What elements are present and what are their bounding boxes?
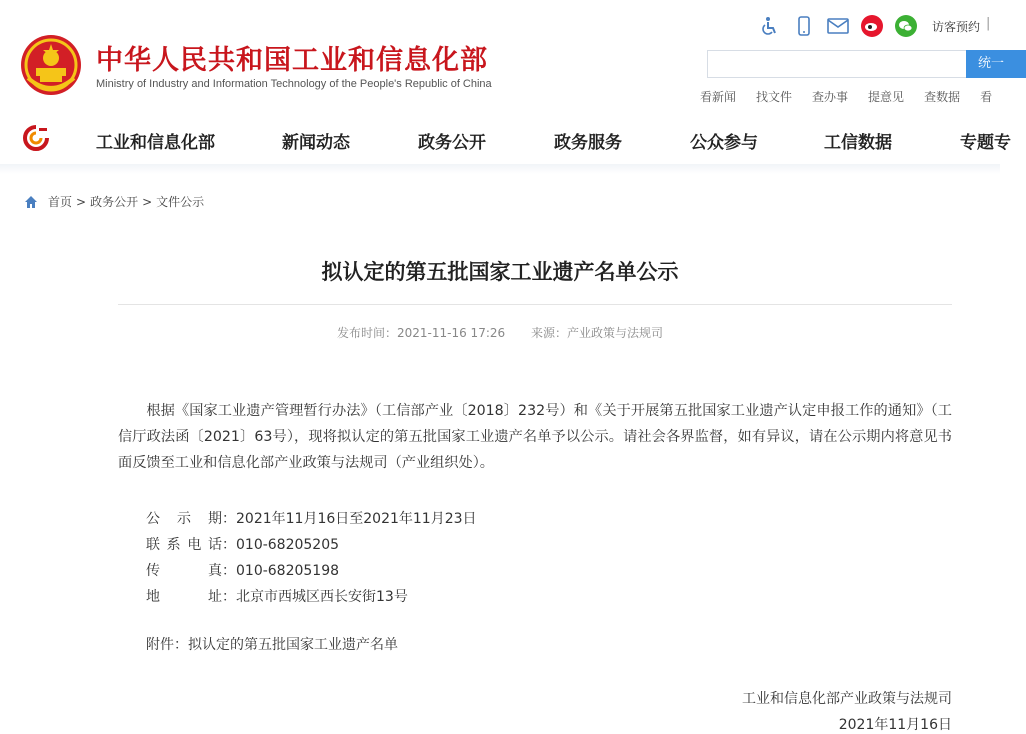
utility-icons xyxy=(758,14,918,38)
nav-item-news[interactable]: 新闻动态 xyxy=(282,133,350,153)
article-title: 拟认定的第五批国家工业遗产名单公示 xyxy=(321,260,679,284)
article-meta xyxy=(0,324,1000,341)
quick-link-services[interactable]: 查办事 xyxy=(812,90,849,104)
info-label: 传真 xyxy=(146,563,222,579)
info-row-fax xyxy=(146,560,339,580)
attachment-link[interactable]: 附件：拟认定的第五批国家工业遗产名单 xyxy=(146,637,398,653)
nav-item-ministry[interactable]: 工业和信息化部 xyxy=(96,133,215,153)
visitor-appointment-link[interactable]: 访客预约 xyxy=(932,20,981,34)
quick-link-documents[interactable]: 找文件 xyxy=(756,90,793,104)
wechat-icon[interactable] xyxy=(894,14,918,38)
ministry-logo-icon[interactable] xyxy=(22,124,50,152)
info-row-address xyxy=(146,586,408,606)
publish-time: 发布时间：2021-11-16 17:26 xyxy=(337,326,506,340)
quick-link-more[interactable]: 看 xyxy=(980,90,993,104)
breadcrumb-file-notice[interactable]: 文件公示 xyxy=(156,195,205,209)
search-button[interactable]: 统一 xyxy=(966,50,1026,78)
info-value: ：北京市西城区西长安街13号 xyxy=(222,589,408,605)
nav-item-participation[interactable]: 公众参与 xyxy=(690,133,758,153)
weibo-icon[interactable] xyxy=(860,14,884,38)
breadcrumb-separator: > xyxy=(76,194,87,209)
quick-links xyxy=(700,88,992,105)
breadcrumb-home[interactable]: 首页 xyxy=(48,195,73,209)
search-input[interactable] xyxy=(707,50,969,78)
info-value: ：2021年11月16日至2021年11月23日 xyxy=(222,511,477,527)
info-row-phone xyxy=(146,534,339,554)
quick-link-data[interactable]: 查数据 xyxy=(924,90,961,104)
accessibility-icon[interactable] xyxy=(758,14,782,38)
info-label: 地址 xyxy=(146,589,222,605)
nav-divider xyxy=(0,164,1000,174)
signature-organization: 工业和信息化部产业政策与法规司 xyxy=(742,691,952,707)
breadcrumb xyxy=(24,193,204,210)
title-divider xyxy=(118,304,952,305)
mail-icon[interactable] xyxy=(826,14,850,38)
nav-item-data[interactable]: 工信数据 xyxy=(824,133,892,153)
header-separator: | xyxy=(986,16,991,31)
site-subtitle: Ministry of Industry and Information Technology of the People's Republic of China xyxy=(96,78,492,90)
info-label: 联系电话 xyxy=(146,537,222,553)
info-row-notice-period xyxy=(146,508,477,528)
national-emblem-logo[interactable] xyxy=(20,34,82,96)
info-label: 公示期 xyxy=(146,511,222,527)
info-value: ：010-68205205 xyxy=(222,537,340,553)
info-value: ：010-68205198 xyxy=(222,563,340,579)
article-body: 根据《国家工业遗产管理暂行办法》（工信部产业〔2018〕232号）和《关于开展第五批国家工业遗产认定申报工作的通知》（工信厅政法函〔2021〕63号），现将拟认定的第五批国家工业遗产名单予以公示。请社会各界监督，如有异议，请在公示期内将意见书面反馈至工业和信息化部产业政策与法规司（产业组织处）。 xyxy=(118,403,952,471)
breadcrumb-government-affairs[interactable]: 政务公开 xyxy=(90,195,139,209)
quick-link-news[interactable]: 看新闻 xyxy=(700,90,737,104)
nav-item-services[interactable]: 政务服务 xyxy=(554,133,622,153)
article-source: 来源：产业政策与法规司 xyxy=(530,326,663,340)
signature-date: 2021年11月16日 xyxy=(838,717,952,733)
mobile-icon[interactable] xyxy=(792,14,816,38)
breadcrumb-separator: > xyxy=(142,194,153,209)
nav-item-government-affairs[interactable]: 政务公开 xyxy=(418,133,486,153)
quick-link-feedback[interactable]: 提意见 xyxy=(868,90,905,104)
site-title[interactable]: 中华人民共和国工业和信息化部 xyxy=(96,45,488,76)
nav-item-topics[interactable]: 专题专 xyxy=(960,133,1011,153)
home-icon[interactable] xyxy=(24,195,38,209)
